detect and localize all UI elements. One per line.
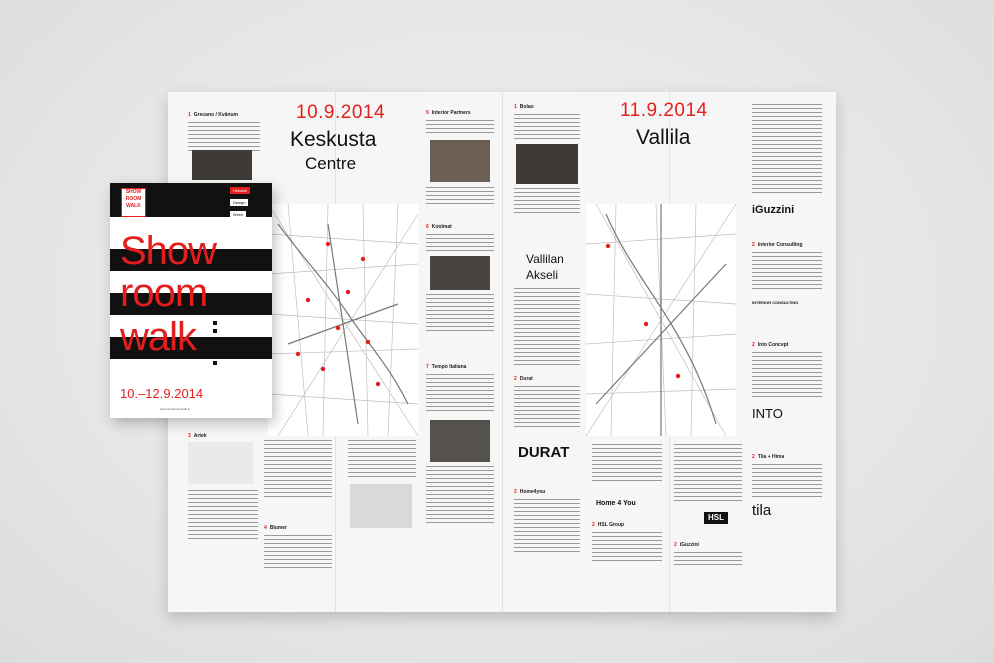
checker-mark — [213, 361, 217, 365]
map-sub-right-1: Vallilan — [526, 252, 564, 266]
cover-title-line: Show — [120, 229, 217, 273]
map-date-left: 10.9.2014 — [296, 102, 386, 123]
body-text-block — [426, 234, 494, 252]
body-text-block — [752, 352, 822, 400]
showroom-photo — [430, 420, 490, 462]
body-text-block — [188, 490, 258, 540]
section-title: 2 iGuzzini — [674, 542, 699, 548]
fold-line — [502, 92, 503, 612]
checker-mark — [213, 345, 217, 349]
section-title: 2 Durat — [514, 376, 533, 382]
map-sub-right-2: Akseli — [526, 268, 559, 282]
durat-logo: DURAT — [518, 444, 570, 461]
body-text-block — [514, 188, 580, 214]
cover-url: www.showroomwalk.fi — [160, 407, 190, 411]
showroom-photo — [192, 150, 252, 180]
body-text-block — [752, 252, 822, 292]
checker-mark — [213, 353, 217, 357]
body-text-block — [674, 444, 742, 504]
street-map-centre — [268, 204, 418, 436]
section-title: 2 Home4you — [514, 489, 546, 495]
body-text-block — [514, 499, 580, 555]
hsl-logo: HSL — [704, 512, 728, 524]
checker-mark — [213, 321, 217, 325]
checker-mark — [213, 337, 217, 341]
section-title: 5 Interior Partners — [426, 110, 471, 116]
body-text-block — [426, 120, 494, 136]
body-text-block — [674, 552, 742, 566]
cover-logo-box: SHOW ROOM WALK — [121, 188, 146, 217]
map-city-left-en: Centre — [305, 154, 357, 173]
section-title: 2 Interior Consulting — [752, 242, 803, 248]
body-text-block — [592, 532, 662, 562]
interior-consulting-logo: INTERIOR CONSULTING — [752, 300, 799, 305]
body-text-block — [264, 535, 332, 571]
cover-title-line: walk — [120, 315, 197, 359]
cover-tag: Design — [230, 199, 248, 206]
body-text-block — [426, 374, 494, 414]
body-text-block — [348, 440, 416, 480]
showroom-photo — [350, 484, 412, 528]
map-city-right: Vallila — [636, 126, 691, 149]
cover-tag: Helsinki — [230, 187, 250, 194]
section-title: 2 Into Concept — [752, 342, 789, 348]
body-text-block — [514, 288, 580, 368]
body-text-block — [752, 104, 822, 194]
cover-tag: Week — [230, 211, 246, 218]
brochure-cover — [110, 183, 272, 418]
cover-title-line: room — [120, 271, 208, 315]
section-title: 2 Tila + Hima — [752, 454, 785, 460]
section-title: 1 Grecano / Kvänum — [188, 112, 238, 118]
section-title: 1 Bolao — [514, 104, 534, 110]
section-title: 7 Tempo Italiana — [426, 364, 467, 370]
section-title: 4 Blumer — [264, 525, 288, 531]
body-text-block — [752, 464, 822, 500]
body-text-block — [264, 440, 332, 500]
section-title: 2 HSL Group — [592, 522, 625, 528]
body-text-block — [514, 386, 580, 428]
body-text-block — [426, 294, 494, 334]
tila-logo: tila — [752, 502, 772, 519]
body-text-block — [514, 114, 580, 140]
body-text-block — [426, 187, 494, 205]
section-title: 3 Artek — [188, 433, 207, 439]
showroom-photo — [430, 256, 490, 290]
section-title: 6 Koolmat — [426, 224, 452, 230]
checker-mark — [213, 329, 217, 333]
body-text-block — [592, 444, 662, 484]
map-city-left: Keskusta — [290, 128, 377, 151]
map-date-right: 11.9.2014 — [620, 100, 708, 121]
cover-dates: 10.–12.9.2014 — [120, 386, 204, 401]
showroom-photo — [430, 140, 490, 182]
street-map-vallila — [586, 204, 736, 436]
home4you-logo: Home 4 You — [596, 500, 636, 507]
body-text-block — [426, 466, 494, 526]
showroom-photo — [188, 442, 253, 484]
into-logo: INTO — [752, 406, 783, 421]
iguzzini-logo: iGuzzini — [752, 204, 795, 216]
showroom-photo — [516, 144, 578, 184]
body-text-block — [188, 122, 260, 152]
